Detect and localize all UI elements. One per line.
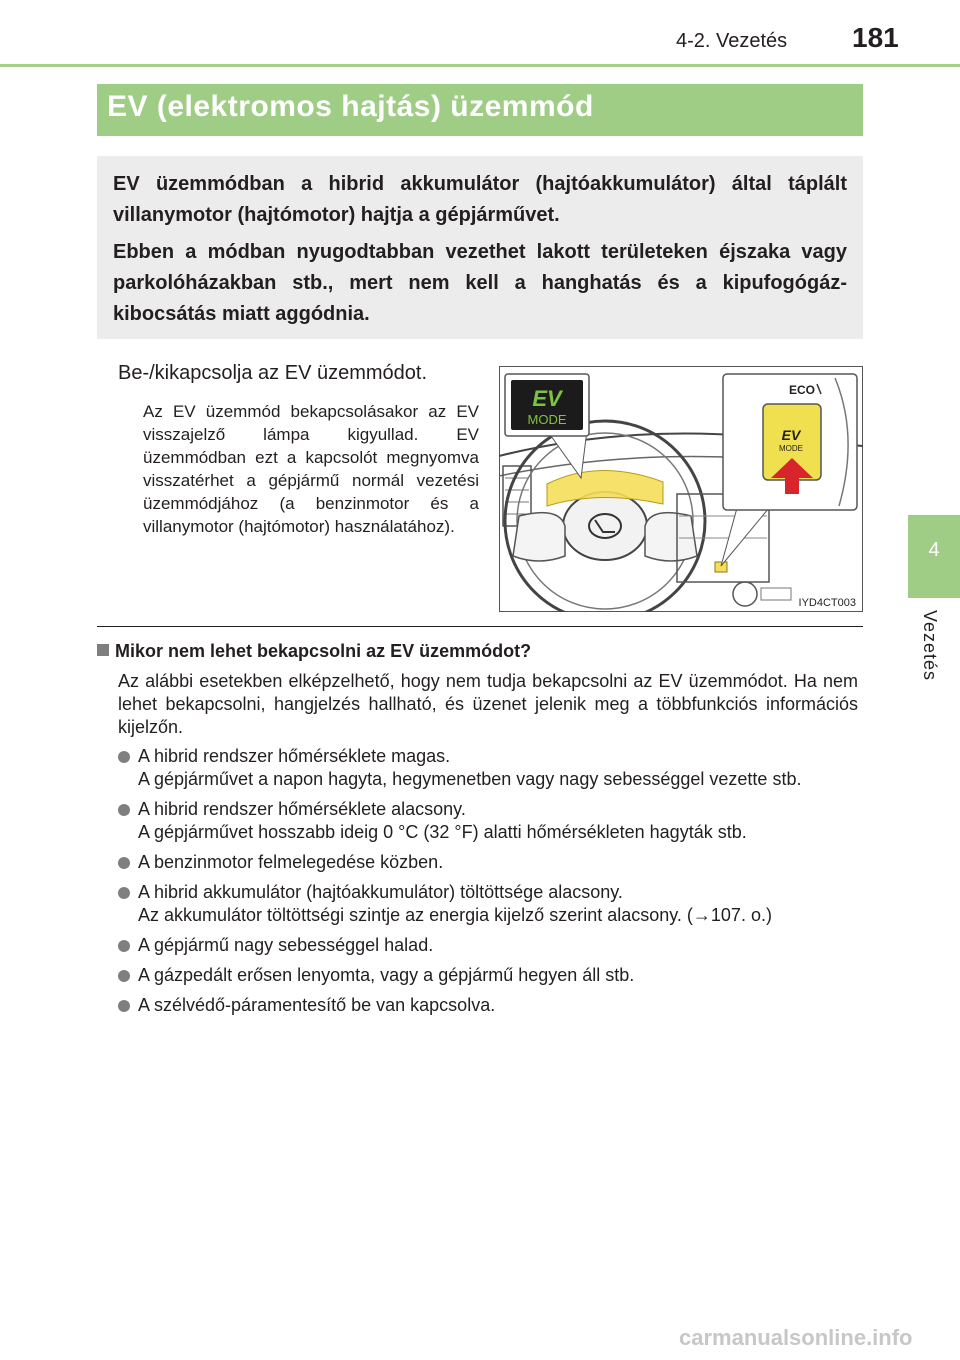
list-item xyxy=(118,964,858,987)
step-description: Az EV üzemmód bekapcsolásakor az EV visszajelző lámpa kigyullad. EV üzemmódban ezt a kapcsolót megnyomva visszatérhet a gépjármű normál vezetési üzemmódjához (a benzinmotor és a villanymotor (hajtómotor) használatához). xyxy=(143,402,479,536)
image-code: IYD4CT003 xyxy=(798,597,856,609)
indicator-ev-text: EV xyxy=(532,386,562,411)
dashboard-illustration xyxy=(499,366,863,612)
indicator-mode-text: MODE xyxy=(527,412,567,427)
condition-list xyxy=(118,745,858,1024)
list-item xyxy=(118,881,858,927)
intro-box xyxy=(97,156,863,339)
bullet-dot-icon xyxy=(118,1000,130,1012)
button-ev-text: EV xyxy=(781,427,801,443)
list-item xyxy=(118,851,858,874)
question-heading-text: Mikor nem lehet bekapcsolni az EV üzemmódot? xyxy=(115,641,532,661)
step-title: Be-/kikapcsolja az EV üzemmódot. xyxy=(118,362,428,384)
square-bullet-icon xyxy=(97,644,109,656)
list-item-main: A hibrid rendszer hőmérséklete magas. xyxy=(138,746,451,766)
list-item-main: A gázpedált erősen lenyomta, vagy a gépjármű hegyen áll stb. xyxy=(138,965,635,985)
chapter-tab-label: Vezetés xyxy=(920,610,940,682)
list-item-main: A hibrid rendszer hőmérséklete alacsony. xyxy=(138,799,466,819)
bullet-dot-icon xyxy=(118,970,130,982)
header-section-title: 4-2. Vezetés xyxy=(676,30,788,52)
bullet-dot-icon xyxy=(118,857,130,869)
watermark: carmanualsonline.info xyxy=(679,1325,913,1350)
list-item-detail: Az akkumulátor töltöttségi szintje az energia kijelző szerint alacsony. (→107. o.) xyxy=(138,905,772,925)
list-item xyxy=(118,745,858,791)
list-item-main: A benzinmotor felmelegedése közben. xyxy=(138,852,444,872)
list-item-main: A szélvédő-páramentesítő be van kapcsolva. xyxy=(138,995,496,1015)
page-number: 181 xyxy=(852,22,899,53)
chapter-tab-number: 4 xyxy=(928,539,940,561)
list-item-detail: A gépjárművet hosszabb ideig 0 °C (32 °F) alatti hőmérsékleten hagyták stb. xyxy=(138,822,747,842)
list-item xyxy=(118,994,858,1017)
section-title: EV (elektromos hajtás) üzemmód xyxy=(97,84,863,136)
section-divider xyxy=(97,626,863,627)
list-item xyxy=(118,934,858,957)
bullet-dot-icon xyxy=(118,887,130,899)
list-item-main: A hibrid akkumulátor (hajtóakkumulátor) töltöttsége alacsony. xyxy=(138,882,623,902)
intro-paragraph-2: Ebben a módban nyugodtabban vezethet lakott területeken éjszaka vagy parkolóházakban stb., mert nem kell a hanghatás és a kipufogógáz-kibocsátás miatt aggódnia. xyxy=(113,241,847,325)
list-item-detail: A gépjárművet a napon hagyta, hegymenetben vagy nagy sebességgel vezette stb. xyxy=(138,769,802,789)
list-item-main: A gépjármű nagy sebességgel halad. xyxy=(138,935,434,955)
button-mode-text: MODE xyxy=(779,444,803,453)
bullet-dot-icon xyxy=(118,751,130,763)
intro-paragraph-1: EV üzemmódban a hibrid akkumulátor (hajtóakkumulátor) által táplált villanymotor (hajtómotor) hajtja a gépjárművet. xyxy=(113,173,847,226)
bullet-dot-icon xyxy=(118,804,130,816)
ev-mode-figure xyxy=(499,366,863,612)
eco-label: ECO xyxy=(789,383,816,397)
question-intro: Az alábbi esetekben elképzelhető, hogy nem tudja bekapcsolni az EV üzemmódot. Ha nem lehet bekapcsolni, hangjelzés hallható, és üzenet jelenik meg a többfunkciós információs kijelzőn. xyxy=(118,671,858,737)
header-rule xyxy=(0,64,960,67)
list-item xyxy=(118,798,858,844)
chapter-tab xyxy=(908,515,960,598)
question-heading xyxy=(97,641,531,662)
bullet-dot-icon xyxy=(118,940,130,952)
